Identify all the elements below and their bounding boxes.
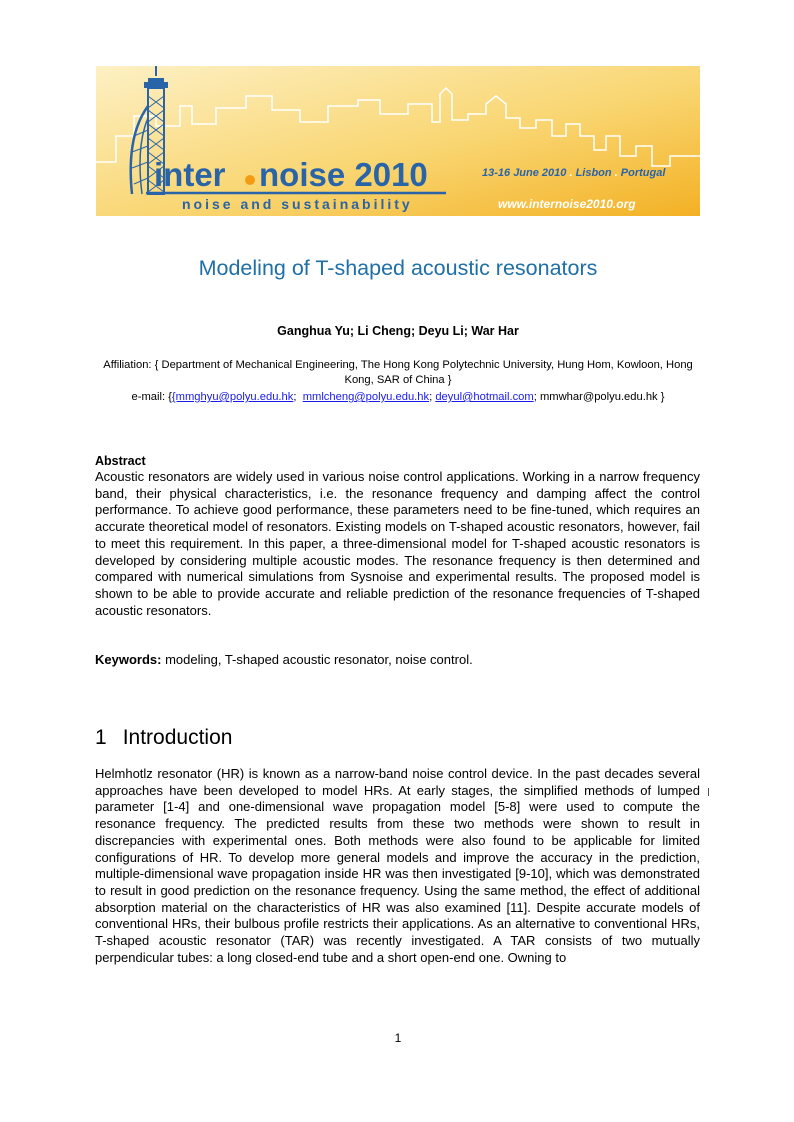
banner-tagline: noise and sustainability [182, 196, 413, 212]
logo-text-inter: inter [154, 156, 226, 193]
event-dates: 13-16 June 2010 [482, 167, 567, 179]
event-website: www.internoise2010.org [498, 197, 636, 211]
event-info: 13-16 June 2010 . Lisbon . Portugal [482, 167, 666, 179]
paper-title: Modeling of T-shaped acoustic resonators [198, 256, 598, 280]
email-har: mmwhar@polyu.edu.hk } [539, 391, 665, 403]
logo-dot [245, 175, 255, 185]
author-list: Ganghua Yu; Li Cheng; Deyu Li; War Har [277, 324, 519, 338]
keywords [95, 652, 700, 669]
section-heading-introduction [95, 726, 232, 750]
email-link-li[interactable]: deyul@hotmail.com [435, 391, 534, 403]
section-title: Introduction [122, 726, 233, 749]
introduction-body: Helmhotlz resonator (HR) is known as a narrow-band noise control device. In the past decades several approaches have been developed to model HRs. At early stages, the simplified methods of lumped parameter [1-4] and one-dimensional wave propagation model [5-8] were used to compute the resonance frequency. The predicted results from these two methods were shown to result in discrepancies with experimental ones. Both methods were also found to be applicable for limited configurations of HR. To develop more general models and improve the accuracy in the prediction, multiple-dimensional wave propagation inside HR was then investigated [9-10], which was demonstrated to result in good prediction on the resonance frequency. Using the same method, the effect of additional absorption material on the characteristics of HR was also examined [11]. Despite accurate models of conventional HRs, their bulbous profile restricts their applications. As an alternative to conventional HRs, T-shaped acoustic resonator (TAR) was recently investigated. A TAR consists of two mutually perpendicular tubes: a long closed-end tube and a short open-end one. Owning to [95, 766, 700, 965]
email-label: e-mail: { [131, 391, 172, 403]
abstract-body: Acoustic resonators are widely used in various noise control applications. Working in a narrow frequency band, their physical characteristics, i.e. the resonance frequency and damping affect the control performance. To achieve good performance, these parameters need to be fine-tuned, which requires an accurate theoretical model of resonators. Existing models on T-shaped acoustic resonators, however, fail to meet this requirement. In this paper, a three-dimensional model for T-shaped acoustic resonators is developed by considering multiple acoustic modes. The resonance frequency is then determined and compared with numerical simulations from Sysnoise and experimental results. The proposed model is shown to be able to provide accurate and reliable prediction of the resonance frequencies of T-shaped acoustic resonators. [95, 469, 700, 618]
event-city: Lisbon [575, 167, 612, 179]
affiliation: Affiliation: { Department of Mechanical Engineering, The Hong Kong Polytechnic University, Hung Hom, Kowloon, Hong Kong, SAR of China } [103, 359, 693, 386]
keywords-text: modeling, T-shaped acoustic resonator, noise control. [161, 652, 473, 667]
conference-banner-graphic [96, 66, 700, 216]
email-link-yu[interactable]: {mmghyu@polyu.edu.hk [171, 391, 294, 403]
keywords-label: Keywords: [95, 652, 162, 667]
email-line: e-mail: {{mmghyu@polyu.edu.hk; mmlcheng@polyu.edu.hk; deyul@hotmail.com; mmwhar@polyu.edu.hk } [131, 391, 665, 403]
conference-banner [96, 66, 700, 216]
abstract-heading: Abstract [95, 454, 146, 468]
event-country: Portugal [620, 167, 666, 179]
section-number: 1 [95, 726, 107, 749]
logo-text-noise: noise 2010 [259, 156, 428, 193]
email-link-cheng[interactable]: mmlcheng@polyu.edu.hk [302, 391, 430, 403]
page-number: 1 [394, 1031, 402, 1045]
margin-mark [708, 788, 709, 796]
